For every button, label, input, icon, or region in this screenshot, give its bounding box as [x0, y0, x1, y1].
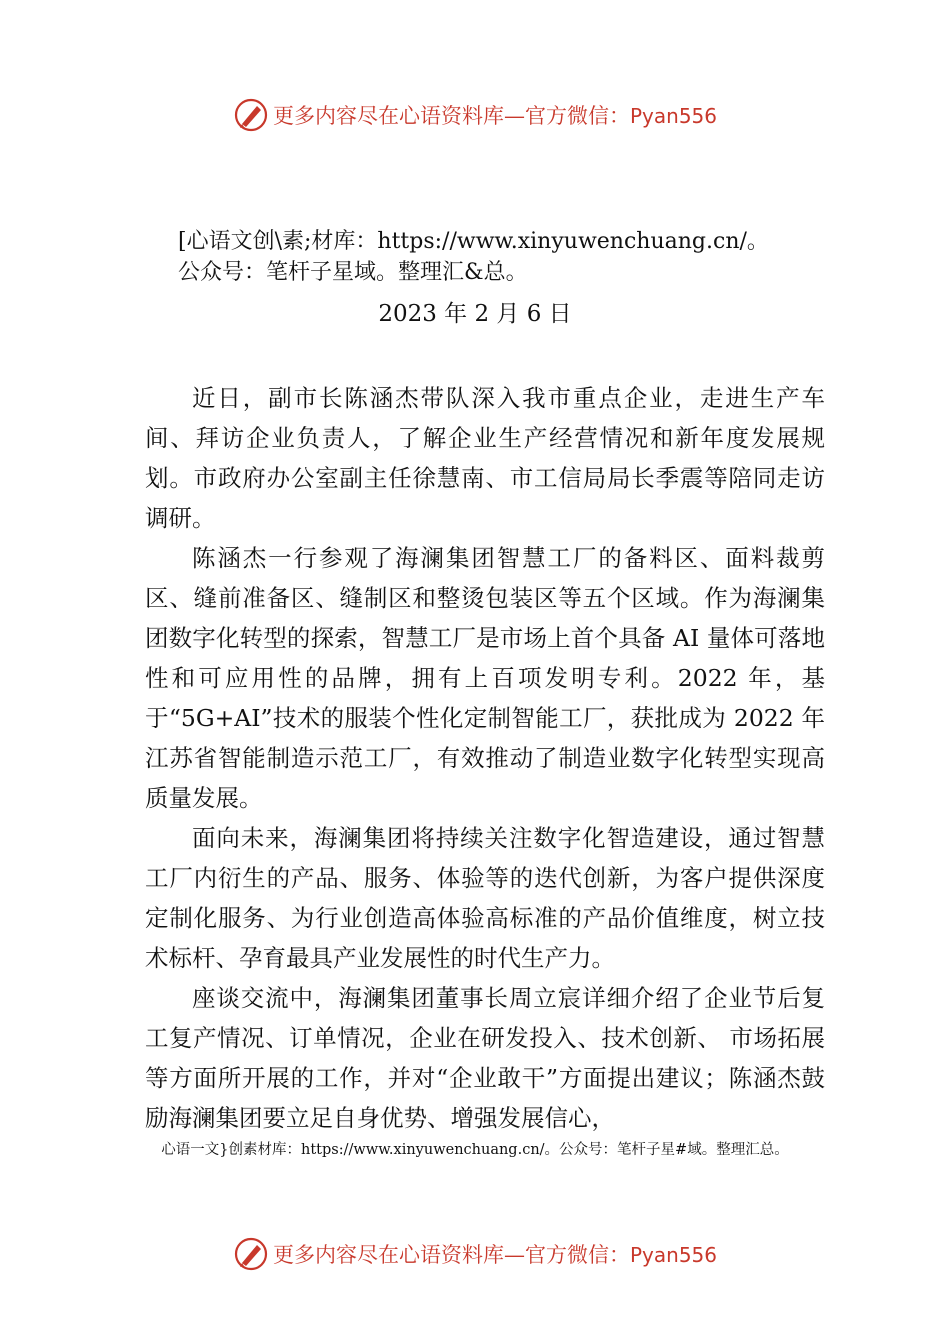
banner-main-text: 更多内容尽在心语资料库 — [272, 1243, 504, 1267]
article-body — [145, 378, 825, 1138]
pen-logo-icon — [233, 97, 269, 133]
banner-wechat-id: Pyan556 — [629, 1243, 717, 1267]
footer-banner — [0, 1234, 950, 1274]
footer-note: 心语一文}创素材库：https://www.xinyuwenchuang.cn/。公众号：笔杆子星#域。整理汇总。 — [161, 1142, 789, 1158]
banner-main-text: 更多内容尽在心语资料库 — [272, 104, 504, 128]
source-line-1: [心语文创\素;材库：https://www.xinyuwenchuang.cn/。 — [178, 229, 769, 254]
banner-sub-text: 官方微信： — [524, 104, 630, 128]
paragraph-3: 面向未来，海澜集团将持续关注数字化智造建设，通过智慧工厂内衍生的产品、服务、体验等的迭代创新，为客户提供深度定制化服务、为行业创造高体验高标准的产品价值维度，树立技术标杆、孕育最具产业发展性的时代生产力。 — [145, 824, 825, 972]
pen-logo-icon — [233, 1236, 269, 1272]
paragraph-4: 座谈交流中，海澜集团董事长周立宸详细介绍了企业节后复工复产情况、订单情况，企业在研发投入、技术创新、 市场拓展等方面所开展的工作，并对“企业敢干”方面提出建议；陈涵杰鼓励海澜集团要立足自身优势、增强发展信心， — [145, 984, 825, 1132]
banner-text — [273, 100, 717, 130]
paragraph-1: 近日，副市长陈涵杰带队深入我市重点企业，走进生产车间、拜访企业负责人，了解企业生产经营情况和新年度发展规划。市政府办公室副主任徐慧南、市工信局局长季震等陪同走访调研。 — [145, 384, 825, 532]
banner-wechat-id: Pyan556 — [629, 104, 717, 128]
source-line — [178, 226, 878, 288]
document-date: 2023 年 2 月 6 日 — [378, 301, 572, 327]
banner-dash: — — [503, 104, 525, 128]
banner-text — [273, 1239, 717, 1269]
header-banner — [0, 95, 950, 135]
banner-sub-text: 官方微信： — [524, 1243, 630, 1267]
source-line-2: 公众号：笔杆子星域。整理汇&总。 — [178, 260, 528, 285]
banner-dash: — — [503, 1243, 525, 1267]
paragraph-2: 陈涵杰一行参观了海澜集团智慧工厂的备料区、面料裁剪区、缝前准备区、缝制区和整烫包装区等五个区域。作为海澜集团数字化转型的探索，智慧工厂是市场上首个具备 AI 量体可落地性和可应用性的品牌，拥有上百项发明专利。2022 年，基于“5G+AI”技术的服装个性化定制智能工厂，获批成为 2022 年江苏省智能制造示范工厂，有效推动了制造业数字化转型实现高质量发展。 — [145, 544, 825, 812]
